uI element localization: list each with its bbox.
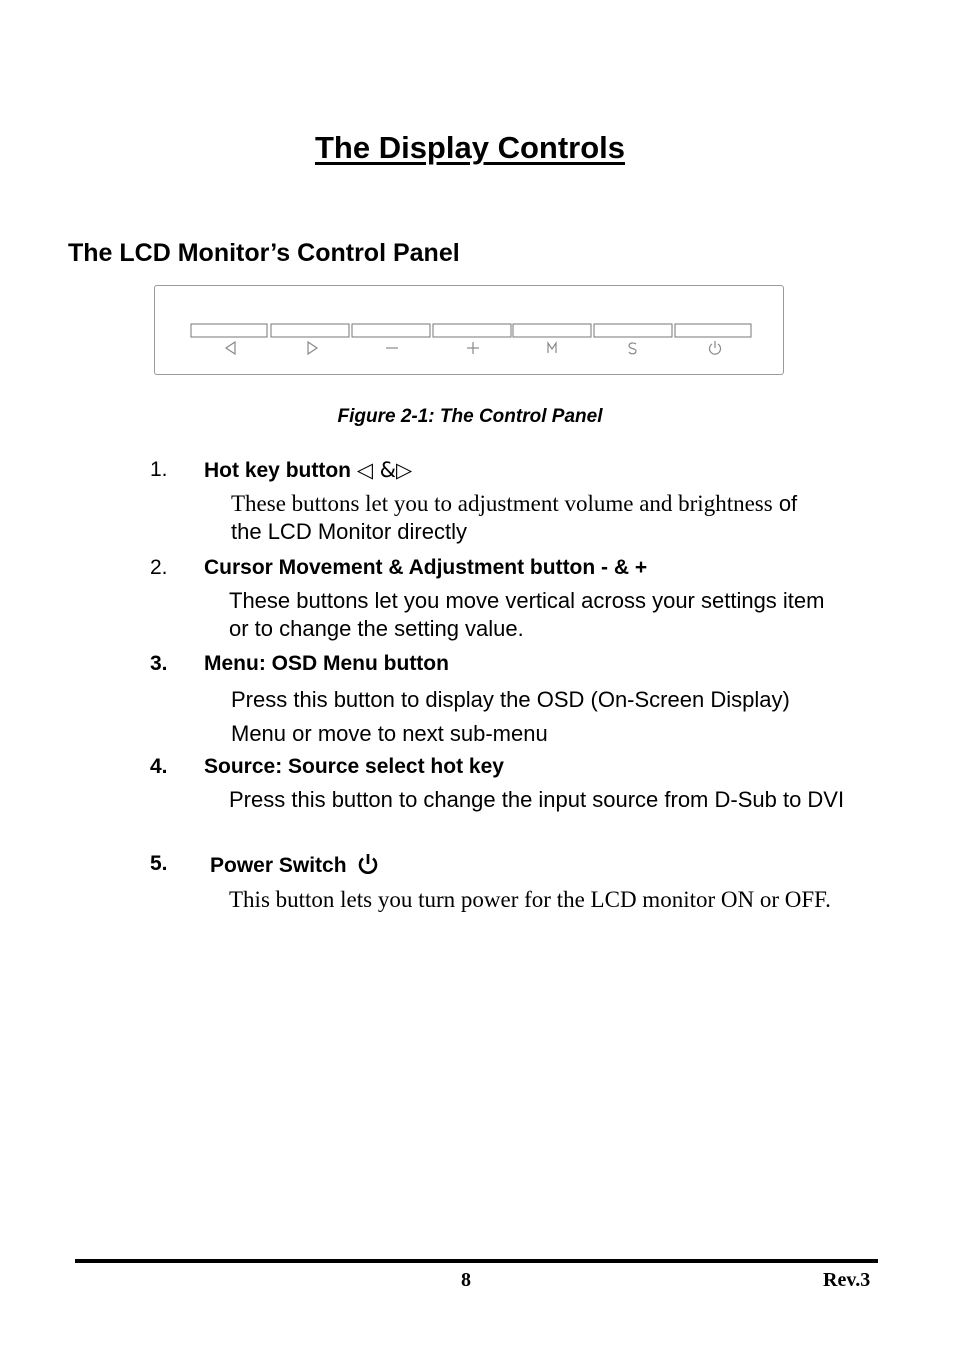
- item-3-description: [231, 683, 871, 751]
- control-panel-figure: [154, 285, 784, 375]
- control-panel-drawing: [155, 286, 783, 374]
- panel-button-plus: [433, 324, 511, 337]
- section-title: The LCD Monitor’s Control Panel: [68, 239, 460, 267]
- item-1-heading: [204, 458, 412, 483]
- item-5-number: 5.: [150, 852, 168, 875]
- item-5-heading: [210, 852, 380, 878]
- menu-m-icon: [548, 343, 556, 353]
- panel-button-menu: [513, 324, 591, 337]
- footer-rule: [75, 1259, 878, 1263]
- item-1-number: 1.: [150, 458, 168, 481]
- item-1-desc-line2: the LCD Monitor directly: [231, 519, 467, 544]
- item-3-heading: Menu: OSD Menu button: [204, 652, 449, 675]
- item-1-heading-symbols: ◁ &▷: [356, 458, 413, 482]
- power-icon: [356, 852, 380, 876]
- plus-icon: [467, 342, 479, 354]
- power-icon: [710, 341, 721, 354]
- panel-button-power: [675, 324, 751, 337]
- page-title: The Display Controls: [314, 130, 626, 165]
- panel-button-minus: [352, 324, 430, 337]
- item-1-heading-text: Hot key button: [204, 459, 351, 482]
- page-number: 8: [461, 1269, 471, 1291]
- revision-label: Rev.3: [823, 1269, 871, 1291]
- item-5-description: This button lets you turn power for the LCD monitor ON or OFF.: [229, 887, 831, 912]
- figure-caption: Figure 2-1: The Control Panel: [337, 406, 603, 427]
- panel-button-left: [191, 324, 267, 337]
- panel-button-right: [271, 324, 349, 337]
- item-1-description: [231, 490, 871, 546]
- item-4-heading: Source: Source select hot key: [204, 755, 504, 778]
- item-5-heading-text: Power Switch: [210, 854, 347, 877]
- source-s-icon: [629, 343, 636, 354]
- item-3-desc-line2: Menu or move to next sub-menu: [231, 721, 548, 746]
- item-4-number: 4.: [150, 755, 168, 778]
- right-triangle-icon: [308, 342, 317, 354]
- item-4-description: Press this button to change the input source from D-Sub to DVI: [229, 787, 845, 812]
- item-3-desc-line1: Press this button to display the OSD (On-Screen Display): [231, 687, 790, 712]
- item-1-desc-tail: of: [772, 491, 798, 516]
- item-2-number: 2.: [150, 556, 168, 579]
- item-2-heading: Cursor Movement & Adjustment button - & +: [204, 556, 648, 579]
- item-2-description: These buttons let you move vertical across your settings item or to change the setting value.: [229, 588, 825, 641]
- item-1-desc-serif: These buttons let you to adjustment volume and brightness: [231, 491, 773, 516]
- panel-button-source: [594, 324, 672, 337]
- item-3-number: 3.: [150, 652, 168, 675]
- left-triangle-icon: [226, 342, 235, 354]
